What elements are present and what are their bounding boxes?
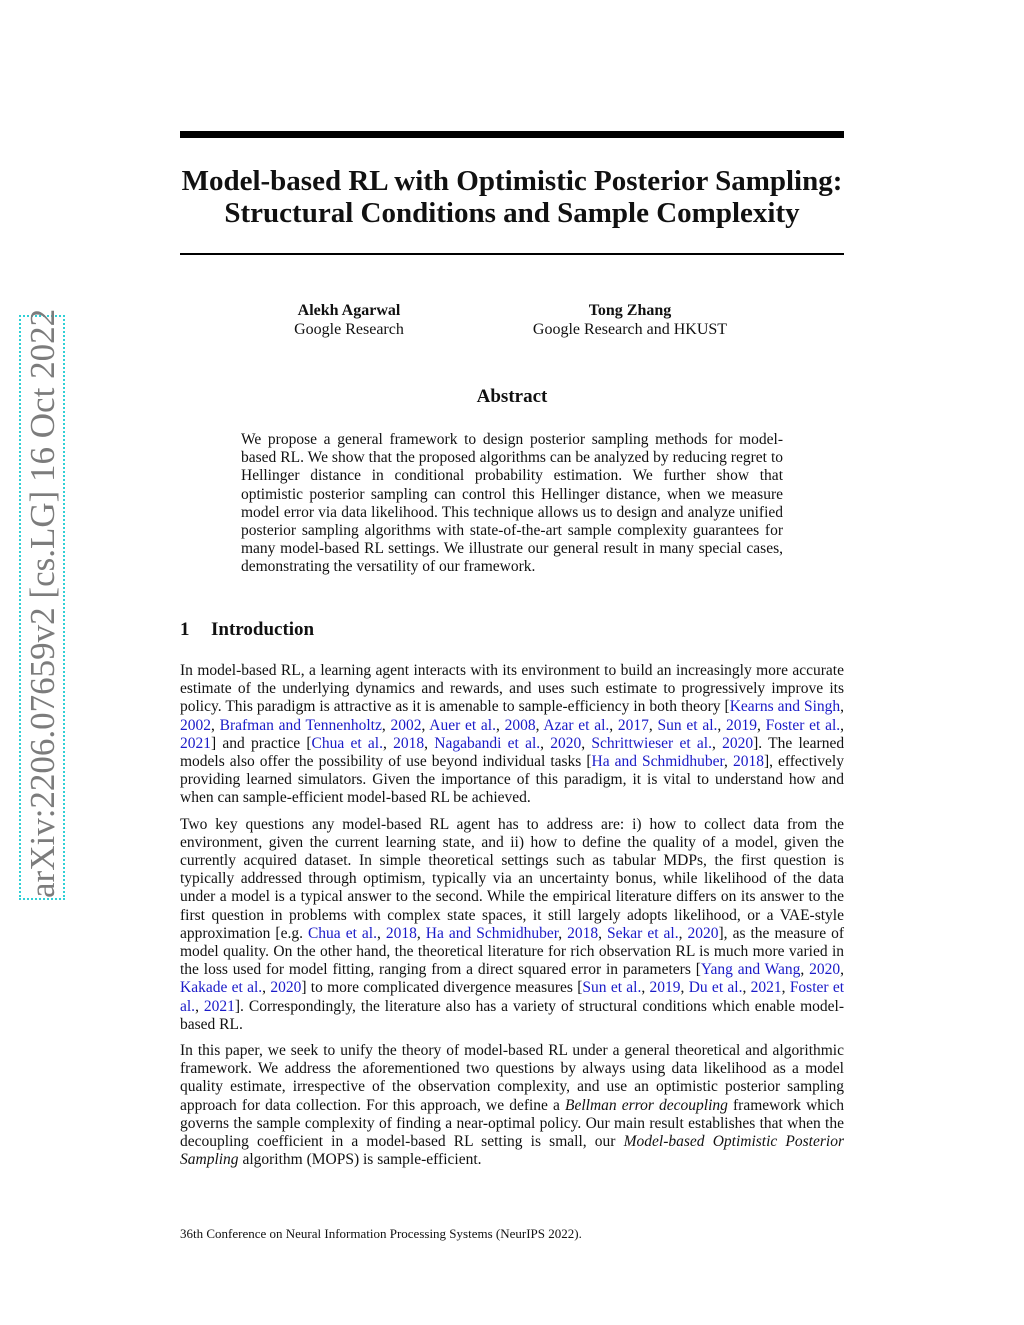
paragraph-3: In this paper, we seek to unify the theory of model-based RL under a general theoretical and algorithmic framework. We address the aforementioned two questions by always using data likelihood as a model quality estimate, irrespective of the observation complexity, and use an optimistic posterior sampling approach for data collection. For this approach, we define a Bellman error decoupling framework which governs the sample complexity of finding a near-optimal policy. Our main result establishes that when the decoupling coefficient in a model-based RL setting is small, our Model-based Optimistic Posterior Sampling algorithm (MOPS) is sample-efficient. <box>180 1042 844 1169</box>
section-number: 1 <box>180 619 190 640</box>
title-top-rule <box>180 131 844 138</box>
citation-link[interactable]: Foster et al. <box>180 979 845 1015</box>
citation-link[interactable]: Kakade et al. <box>180 979 263 997</box>
citation-link[interactable]: 2008 <box>504 716 536 734</box>
citation-link[interactable]: 2020 <box>809 961 841 979</box>
citation-link[interactable]: 2017 <box>617 716 649 734</box>
citation-link[interactable]: Nagabandi et al. <box>434 734 541 752</box>
author-block <box>249 301 449 339</box>
citation-link[interactable]: 2020 <box>550 734 582 752</box>
title-line-2: Structural Conditions and Sample Complexity <box>224 197 800 229</box>
citation-link[interactable]: Ha and Schmidhuber <box>425 924 559 942</box>
author-affiliation: Google Research and HKUST <box>532 321 728 338</box>
abstract-heading: Abstract <box>476 386 548 407</box>
author-block <box>505 301 755 339</box>
section-title: Introduction <box>211 619 315 640</box>
citation-link[interactable]: Yang and Wang <box>700 961 801 979</box>
citation-link[interactable]: 2019 <box>726 716 758 734</box>
abstract-text: We propose a general framework to design posterior sampling methods for model-based RL. We show that the proposed algorithms can be analyzed by reducing regret to Hellinger distance in conditional probability estimation. We further show that optimistic posterior sampling can control this Hellinger distance, when we measure model error via data likelihood. This technique allows us to design and analyze unified posterior sampling algorithms with state-of-the-art sample complexity guarantees for many model-based RL settings. We illustrate our general result in many special cases, demonstrating the versatility of our framework. <box>241 431 783 576</box>
citation-link[interactable]: 2002 <box>180 716 211 734</box>
citation-link[interactable]: 2019 <box>649 979 681 997</box>
title-bottom-rule <box>180 253 844 255</box>
paragraph-1: In model-based RL, a learning agent interacts with its environment to build an increasingly more accurate estimate of the underlying dynamics and rewards, and uses such estimate to progressively improve its policy. This paradigm is attractive as it is amenable to sample-efficiency in both theory [Kearns and Singh, 2002, Brafman and Tennenholtz, 2002, Auer et al., 2008, Azar et al., 2017, Sun et al., 2019, Foster et al., 2021] and practice [Chua et al., 2018, Nagabandi et al., 2020, Schrittwieser et al., 2020]. The learned models also offer the possibility of use beyond individual tasks [Ha and Schmidhuber, 2018], effectively providing learned simulators. Given the importance of this paradigm, it is vital to understand how and when can sample-efficient model-based RL be achieved. <box>180 662 845 807</box>
citation-link[interactable]: 2002 <box>390 716 422 734</box>
citation-link[interactable]: Kearns and Singh <box>729 698 841 716</box>
author-affiliation: Google Research <box>294 321 404 338</box>
emphasis-term: Model-based Optimistic Posterior Sampling <box>180 1133 844 1169</box>
citation-link[interactable]: 2018 <box>732 753 764 771</box>
citation-link[interactable]: 2021 <box>180 734 211 752</box>
citation-link[interactable]: Ha and Schmidhuber <box>591 753 725 771</box>
paper-title <box>150 165 874 229</box>
citation-link[interactable]: Chua et al. <box>307 924 377 942</box>
author-name: Alekh Agarwal <box>297 302 401 319</box>
title-line-1: Model-based RL with Optimistic Posterior Sampling: <box>181 165 843 197</box>
author-name: Tong Zhang <box>588 302 672 319</box>
citation-link[interactable]: 2020 <box>687 924 719 942</box>
citation-link[interactable]: Brafman and Tennenholtz <box>219 716 382 734</box>
conference-footnote: 36th Conference on Neural Information Processing Systems (NeurIPS 2022). <box>180 1226 582 1241</box>
citation-link[interactable]: Sun et al. <box>657 716 718 734</box>
citation-link[interactable]: 2018 <box>393 734 425 752</box>
citation-link[interactable]: Azar et al. <box>543 716 610 734</box>
citation-link[interactable]: 2018 <box>385 924 417 942</box>
citation-link[interactable]: 2021 <box>750 979 782 997</box>
emphasis-term: Bellman error decoupling <box>565 1096 728 1114</box>
citation-link[interactable]: Chua et al. <box>311 734 383 752</box>
citation-link[interactable]: Auer et al. <box>429 716 496 734</box>
citation-link[interactable]: 2018 <box>567 924 599 942</box>
citation-link[interactable]: 2020 <box>270 979 302 997</box>
citation-link[interactable]: Schrittwieser et al. <box>591 734 712 752</box>
citation-link[interactable]: Du et al. <box>688 979 743 997</box>
citation-link[interactable]: 2020 <box>722 734 754 752</box>
citation-link[interactable]: 2021 <box>203 997 235 1015</box>
arxiv-side-label: arXiv:2206.07659v2 [cs.LG] 16 Oct 2022 <box>19 315 65 900</box>
section-body <box>180 662 844 1177</box>
citation-link[interactable]: Sekar et al. <box>607 924 679 942</box>
section-heading <box>180 619 314 641</box>
paragraph-2: Two key questions any model-based RL agent has to address are: i) how to collect data from the environment, given the current learning state, and ii) how to define the quality of a model, given the currently acquired dataset. In simple theoretical settings such as tabular MDPs, the first question is typically addressed through optimism, typically via an uncertainty bonus, while likelihood of the data under a model is a typical answer to the second. While the empirical literature differs on its answer to the first question in problems with complex state spaces, it still largely adopts likelihood, or a VAE-style approximation [e.g. Chua et al., 2018, Ha and Schmidhuber, 2018, Sekar et al., 2020], as the measure of model quality. On the other hand, the theoretical literature for rich observation RL is much more varied in the loss used for model fitting, ranging from a direct squared error in parameters [Yang and Wang, 2020, Kakade et al., 2020] to more complicated divergence measures [Sun et al., 2019, Du et al., 2021, Foster et al., 2021]. Correspondingly, the literature also has a variety of structural conditions which enable model-based RL. <box>180 815 845 1033</box>
citation-link[interactable]: Sun et al. <box>582 979 642 997</box>
citation-link[interactable]: Foster et al. <box>765 716 841 734</box>
